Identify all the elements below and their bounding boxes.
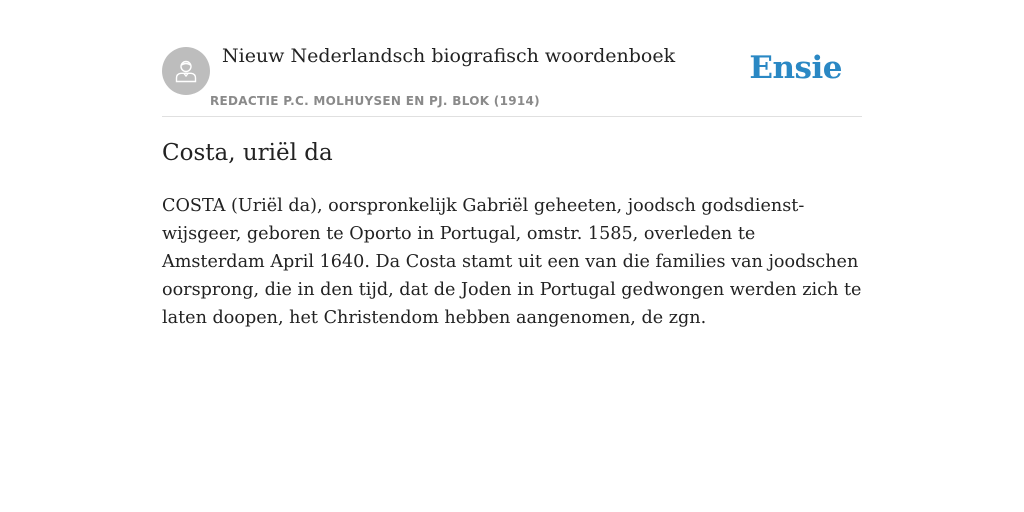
source-header (162, 0, 862, 117)
source-credit: REDACTIE P.C. MOLHUYSEN EN PJ. BLOK (1914) (210, 94, 540, 108)
avatar[interactable] (162, 47, 210, 95)
entry-body: COSTA (Uriël da), oorspronkelijk Gabriël geheeten, joodsch godsdienst-wijsgeer, geboren te Oporto in Portugal, omstr. 1585, overleden te Amsterdam April 1640. Da Costa stamt uit een van die families van joodschen oorsprong, die in den tijd, dat de Joden in Portugal gedwongen werden zich te laten doopen, het Christendom hebben aangenomen, de zgn. (162, 196, 862, 328)
user-icon (172, 57, 200, 85)
source-title[interactable]: Nieuw Nederlandsch biografisch woordenboek (222, 45, 676, 67)
ensie-logo[interactable]: Ensie (749, 50, 842, 86)
page-container (162, 0, 862, 328)
entry-title: Costa, uriël da (162, 140, 333, 166)
